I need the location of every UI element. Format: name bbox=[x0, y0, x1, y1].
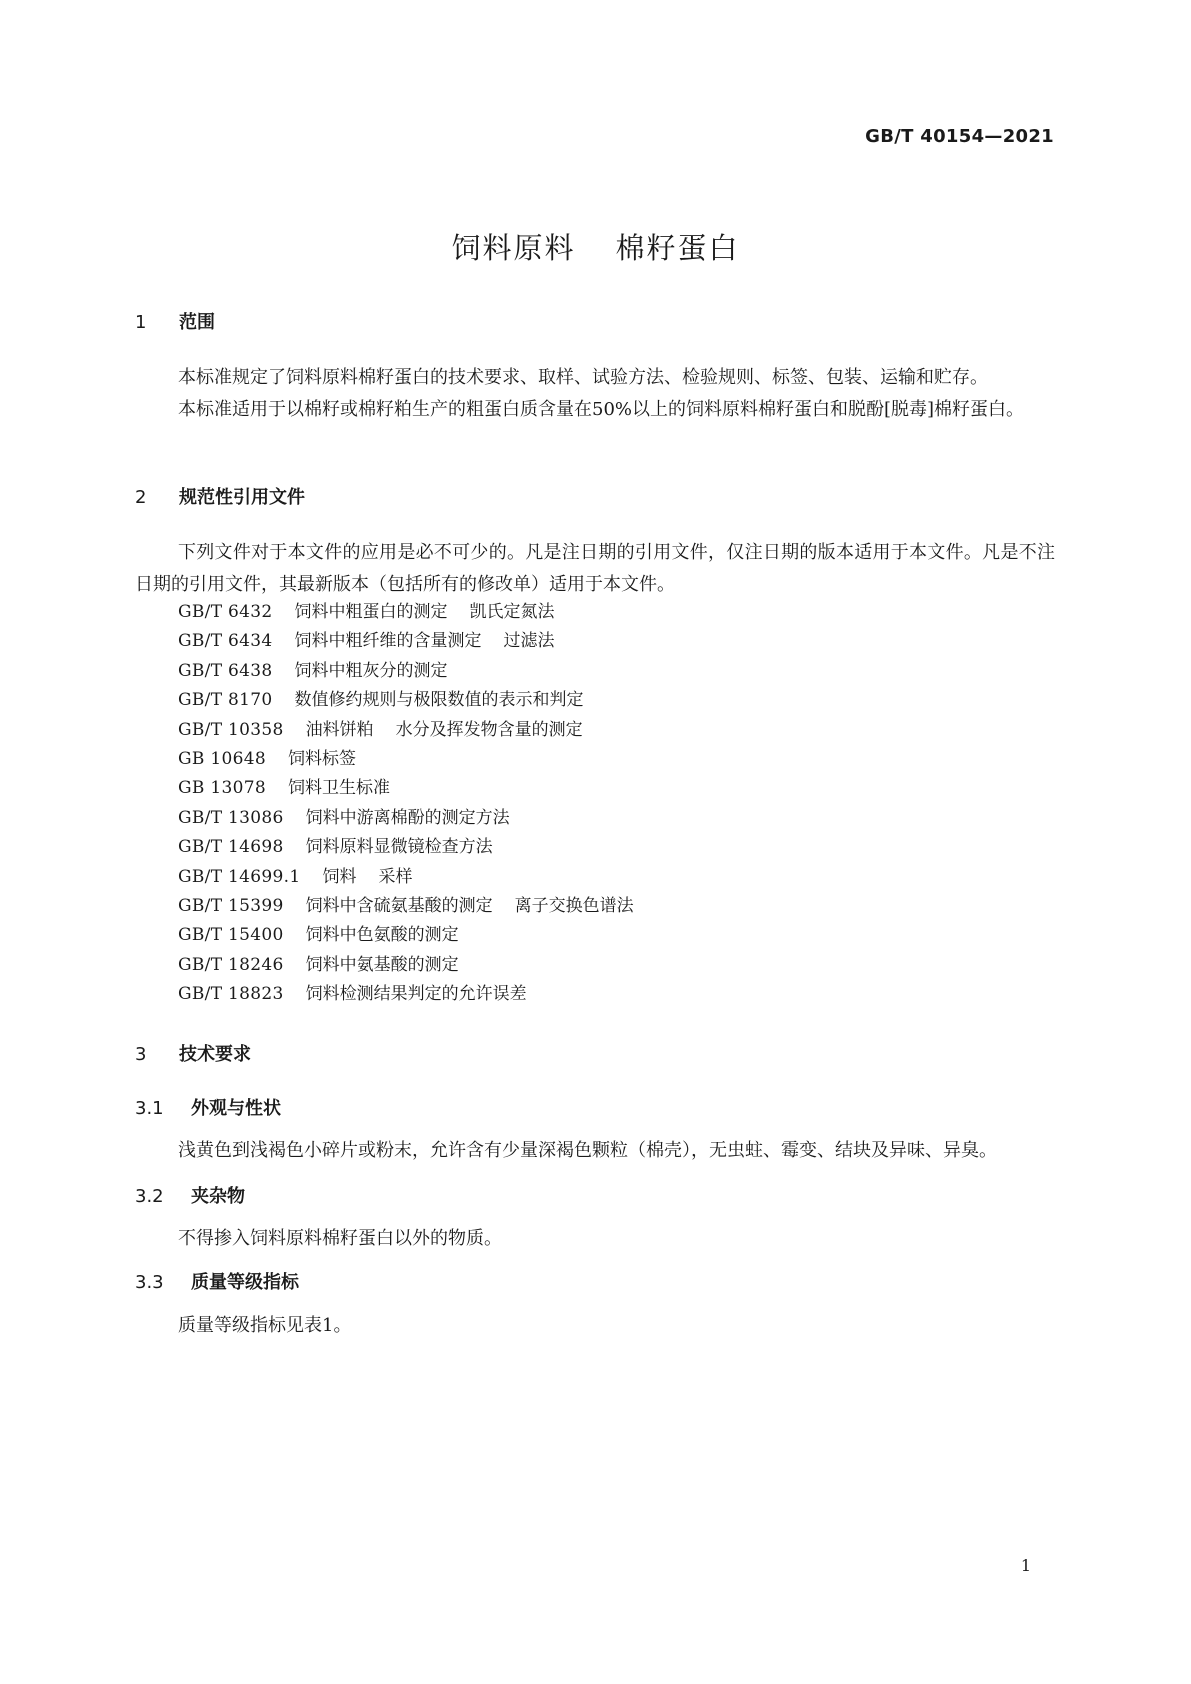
reference-item bbox=[178, 949, 459, 981]
reference-subtitle: 水分及挥发物含量的测定 bbox=[395, 719, 583, 740]
reference-subtitle: 离子交换色谱法 bbox=[514, 896, 634, 916]
standard-number: GB/T 40154—2021 bbox=[865, 126, 1054, 147]
reference-title: 饲料中粗灰分的测定 bbox=[294, 660, 448, 681]
reference-item bbox=[178, 861, 412, 893]
reference-code: GB/T 18823 bbox=[178, 984, 284, 1005]
reference-item bbox=[178, 978, 527, 1010]
section-title: 范围 bbox=[179, 312, 215, 333]
reference-code: GB/T 18246 bbox=[178, 954, 284, 975]
reference-code: GB 13078 bbox=[178, 778, 266, 799]
reference-code: GB/T 15399 bbox=[178, 896, 284, 916]
paragraph: 本标准适用于以棉籽或棉籽粕生产的粗蛋白质含量在50%以上的饲料原料棉籽蛋白和脱酚[脱毒]棉籽蛋白。 bbox=[178, 399, 1025, 420]
reference-item bbox=[178, 743, 356, 775]
section-1-heading bbox=[135, 308, 215, 334]
section-number: 3.3 bbox=[135, 1272, 164, 1293]
title-part2: 棉籽蛋白 bbox=[615, 231, 740, 265]
section-title: 质量等级指标 bbox=[191, 1272, 299, 1293]
section-3-heading bbox=[135, 1040, 251, 1066]
title-part1: 饲料原料 bbox=[451, 231, 576, 265]
section-3-1-heading bbox=[135, 1094, 281, 1120]
section-3-3-text: 质量等级指标见表1。 bbox=[178, 1315, 352, 1336]
section-3-2-heading bbox=[135, 1182, 245, 1208]
section-1-body bbox=[135, 362, 1055, 426]
reference-item bbox=[178, 714, 583, 746]
reference-subtitle: 凯氏定氮法 bbox=[469, 602, 555, 622]
section-number: 1 bbox=[135, 312, 147, 333]
reference-item bbox=[178, 890, 634, 922]
reference-title: 饲料中含硫氨基酸的测定 bbox=[305, 896, 493, 916]
reference-subtitle: 过滤法 bbox=[503, 631, 555, 652]
reference-code: GB/T 6438 bbox=[178, 660, 273, 681]
section-title: 规范性引用文件 bbox=[179, 487, 305, 508]
reference-title: 饲料中粗纤维的含量测定 bbox=[294, 631, 482, 652]
reference-item bbox=[178, 772, 390, 804]
section-title: 技术要求 bbox=[179, 1044, 251, 1065]
reference-code: GB/T 6432 bbox=[178, 602, 273, 622]
reference-title: 饲料中色氨酸的测定 bbox=[305, 925, 459, 946]
reference-title: 饲料中游离棉酚的测定方法 bbox=[305, 807, 510, 828]
reference-item bbox=[178, 919, 459, 951]
reference-title: 饲料 bbox=[322, 866, 357, 887]
reference-subtitle: 采样 bbox=[378, 866, 413, 887]
section-number: 3 bbox=[135, 1044, 147, 1065]
paragraph: 下列文件对于本文件的应用是必不可少的。凡是注日期的引用文件，仅注日期的版本适用于本文件。凡是不注日期的引用文件，其最新版本（包括所有的修改单）适用于本文件。 bbox=[135, 542, 1055, 595]
reference-code: GB/T 8170 bbox=[178, 690, 273, 711]
reference-code: GB/T 15400 bbox=[178, 925, 284, 946]
page-number: 1 bbox=[1020, 1556, 1031, 1575]
section-2-intro bbox=[135, 537, 1055, 601]
section-3-3-heading bbox=[135, 1268, 299, 1294]
reference-title: 饲料中氨基酸的测定 bbox=[305, 954, 459, 975]
document-title bbox=[0, 226, 1191, 267]
reference-title: 饲料卫生标准 bbox=[287, 778, 390, 799]
reference-item bbox=[178, 684, 584, 716]
section-3-1-text: 浅黄色到浅褐色小碎片或粉末，允许含有少量深褐色颗粒（棉壳），无虫蛀、霉变、结块及异味、异臭。 bbox=[178, 1140, 997, 1161]
section-title: 外观与性状 bbox=[191, 1098, 281, 1119]
reference-title: 油料饼粕 bbox=[305, 719, 374, 740]
reference-code: GB/T 13086 bbox=[178, 807, 284, 828]
paragraph: 本标准规定了饲料原料棉籽蛋白的技术要求、取样、试验方法、检验规则、标签、包装、运输和贮存。 bbox=[178, 367, 988, 388]
section-3-2-text: 不得掺入饲料原料棉籽蛋白以外的物质。 bbox=[178, 1228, 502, 1249]
section-number: 2 bbox=[135, 487, 147, 508]
reference-title: 饲料原料显微镜检查方法 bbox=[305, 837, 493, 858]
reference-item bbox=[178, 655, 448, 687]
section-2-heading bbox=[135, 483, 305, 509]
reference-code: GB 10648 bbox=[178, 749, 266, 769]
reference-code: GB/T 6434 bbox=[178, 631, 273, 652]
section-title: 夹杂物 bbox=[191, 1186, 245, 1207]
reference-item bbox=[178, 831, 493, 863]
reference-code: GB/T 14699.1 bbox=[178, 866, 301, 887]
reference-title: 饲料标签 bbox=[287, 749, 356, 769]
section-number: 3.1 bbox=[135, 1098, 164, 1119]
reference-item bbox=[178, 802, 510, 834]
section-number: 3.2 bbox=[135, 1186, 164, 1207]
reference-code: GB/T 10358 bbox=[178, 719, 284, 740]
reference-item bbox=[178, 625, 555, 657]
reference-title: 饲料检测结果判定的允许误差 bbox=[305, 984, 527, 1005]
reference-code: GB/T 14698 bbox=[178, 837, 284, 858]
reference-title: 数值修约规则与极限数值的表示和判定 bbox=[294, 690, 584, 711]
reference-item bbox=[178, 596, 555, 628]
reference-title: 饲料中粗蛋白的测定 bbox=[294, 602, 448, 622]
